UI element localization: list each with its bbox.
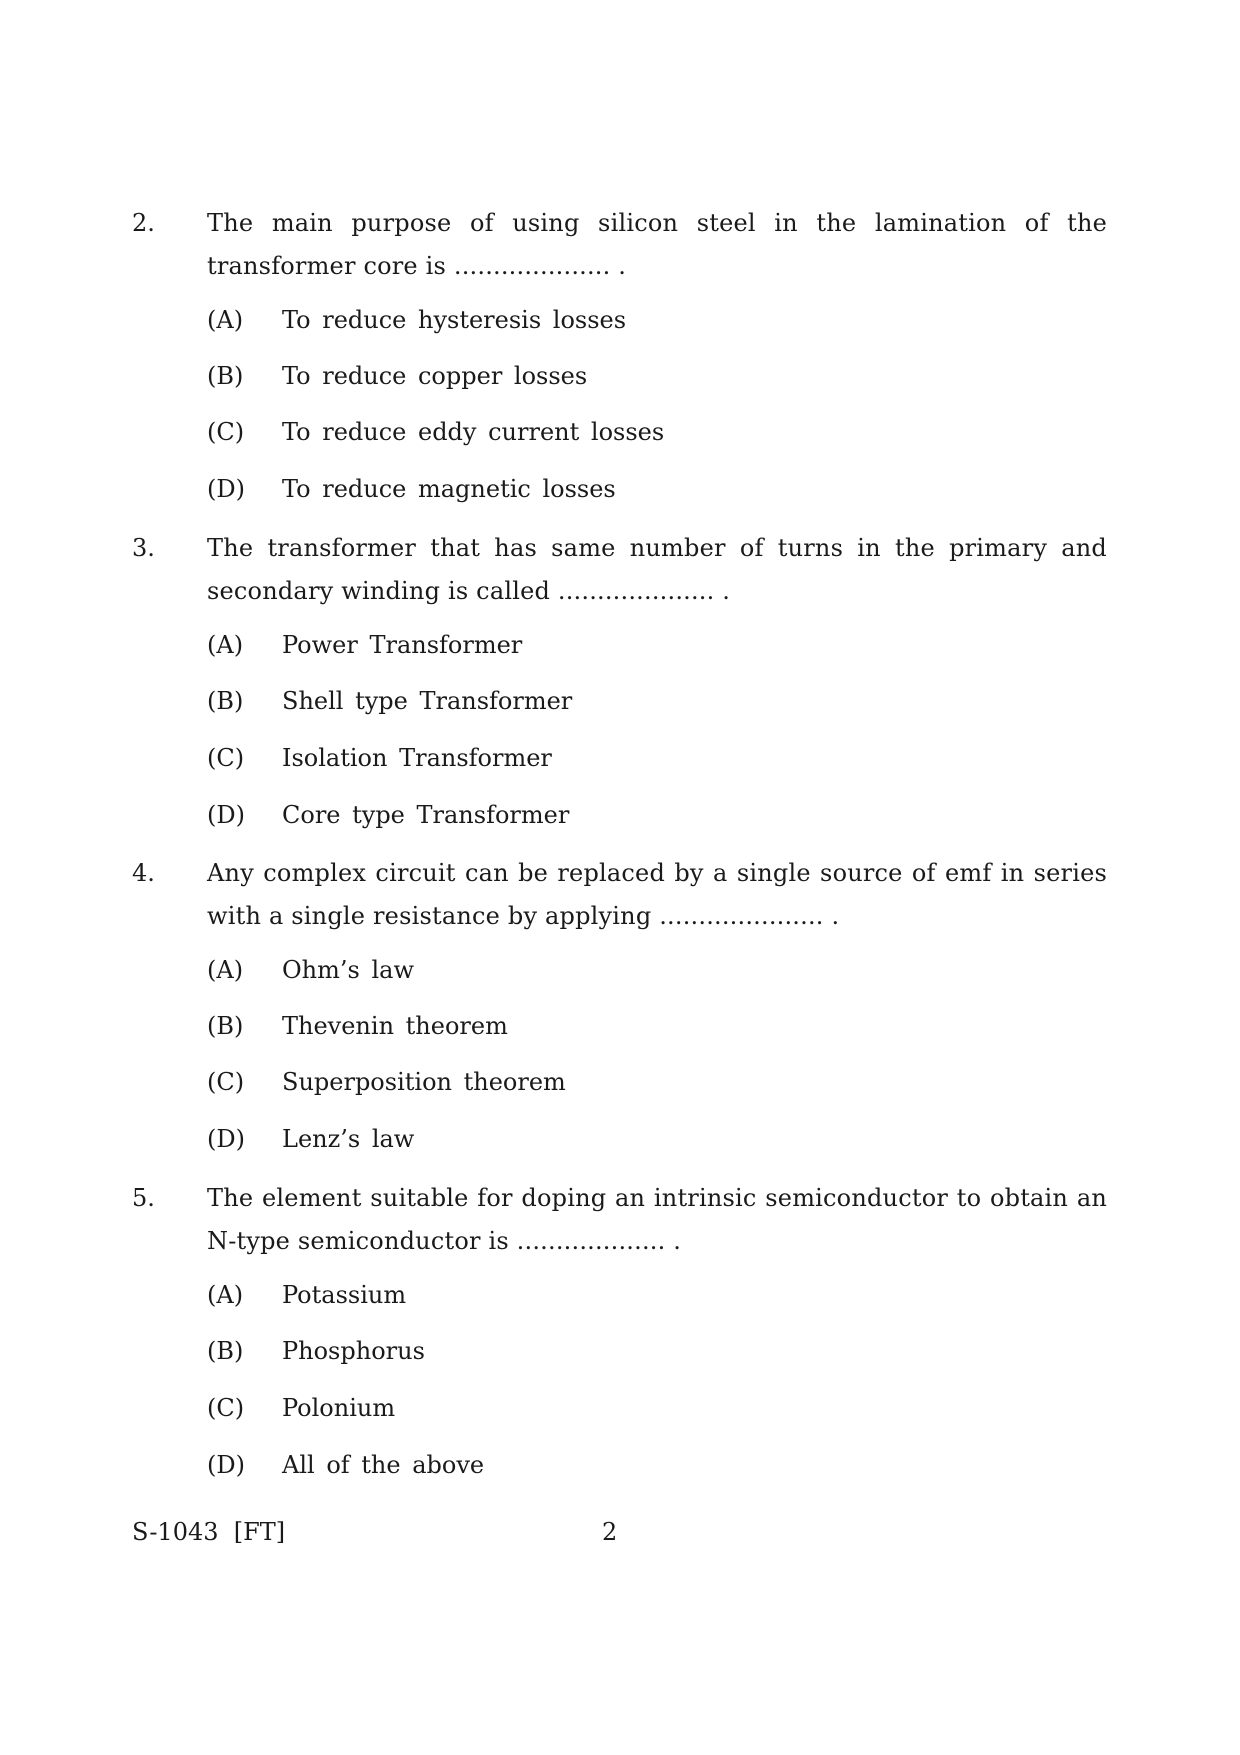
- option-text: Phosphorus: [282, 1337, 425, 1365]
- option-label: (C): [207, 744, 245, 772]
- option-d: [0, 469, 1240, 509]
- question-number: 4.: [132, 859, 155, 887]
- option-text: Isolation Transformer: [282, 744, 552, 772]
- question-number: 2.: [132, 209, 155, 237]
- option-text: To reduce eddy current losses: [282, 418, 665, 446]
- question-text: The element suitable for doping an intrinsic semiconductor to obtain an N-type semiconductor is ................... .: [207, 1184, 1107, 1255]
- option-text: To reduce hysteresis losses: [282, 306, 627, 334]
- option-b: [0, 681, 1240, 721]
- question-text: The transformer that has same number of turns in the primary and secondary winding is called .................... .: [207, 534, 1107, 605]
- option-b: [0, 356, 1240, 396]
- option-label: (A): [207, 1281, 244, 1309]
- option-d: [0, 795, 1240, 835]
- option-text: All of the above: [282, 1451, 485, 1479]
- paper-code: S-1043 [FT]: [132, 1518, 286, 1546]
- option-label: (B): [207, 1337, 244, 1365]
- question-number: 5.: [132, 1184, 155, 1212]
- option-label: (D): [207, 1125, 245, 1153]
- option-a: [0, 950, 1240, 990]
- option-label: (B): [207, 1012, 244, 1040]
- option-label: (C): [207, 418, 245, 446]
- question-number: 3.: [132, 534, 155, 562]
- option-label: (A): [207, 956, 244, 984]
- option-text: Thevenin theorem: [282, 1012, 508, 1040]
- option-a: [0, 300, 1240, 340]
- option-label: (D): [207, 1451, 245, 1479]
- option-label: (D): [207, 475, 245, 503]
- option-text: Shell type Transformer: [282, 687, 573, 715]
- option-a: [0, 1275, 1240, 1315]
- option-text: To reduce copper losses: [282, 362, 588, 390]
- option-text: Power Transformer: [282, 631, 523, 659]
- page-number: 2: [602, 1518, 618, 1546]
- option-a: [0, 625, 1240, 665]
- option-label: (A): [207, 306, 244, 334]
- option-c: [0, 1388, 1240, 1428]
- option-label: (A): [207, 631, 244, 659]
- option-text: Potassium: [282, 1281, 407, 1309]
- option-label: (C): [207, 1068, 245, 1096]
- option-c: [0, 738, 1240, 778]
- option-text: Ohm’s law: [282, 956, 414, 984]
- option-text: Superposition theorem: [282, 1068, 566, 1096]
- option-d: [0, 1445, 1240, 1485]
- option-d: [0, 1119, 1240, 1159]
- option-text: Core type Transformer: [282, 801, 570, 829]
- option-label: (C): [207, 1394, 245, 1422]
- option-c: [0, 412, 1240, 452]
- option-label: (B): [207, 687, 244, 715]
- option-text: Polonium: [282, 1394, 396, 1422]
- option-text: To reduce magnetic losses: [282, 475, 616, 503]
- option-label: (D): [207, 801, 245, 829]
- option-c: [0, 1062, 1240, 1102]
- option-b: [0, 1331, 1240, 1371]
- option-b: [0, 1006, 1240, 1046]
- question-text: Any complex circuit can be replaced by a single source of emf in series with a single resistance by applying ..................... .: [207, 859, 1107, 930]
- option-text: Lenz’s law: [282, 1125, 415, 1153]
- question-text: The main purpose of using silicon steel in the lamination of the transformer core is .................... .: [207, 209, 1107, 280]
- option-label: (B): [207, 362, 244, 390]
